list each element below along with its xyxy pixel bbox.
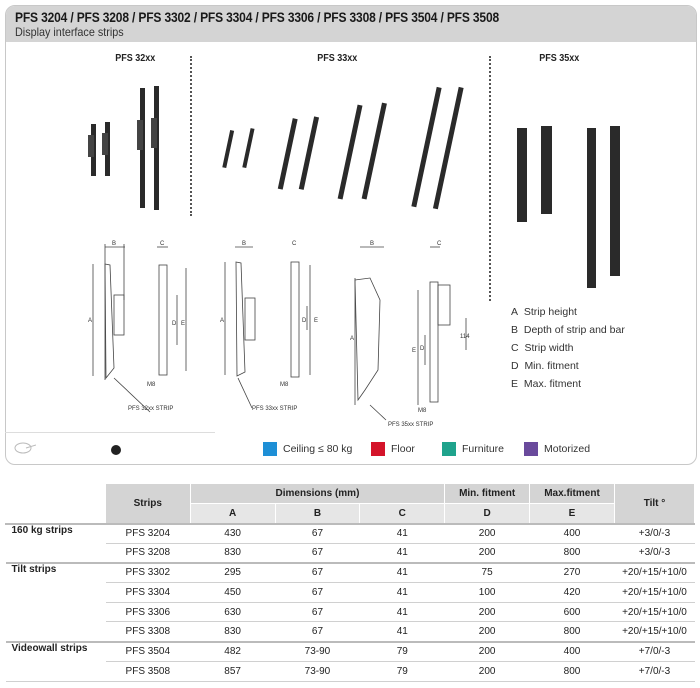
table-cell: 800 (530, 622, 615, 642)
table-cell: 830 (190, 622, 275, 642)
table-cell: 67 (275, 622, 360, 642)
divider (5, 432, 215, 433)
table-cell: 600 (530, 602, 615, 622)
table-cell: PFS 3304 (105, 583, 190, 603)
key-item: B Depth of strip and bar (511, 324, 625, 336)
svg-text:C: C (437, 241, 442, 247)
table-cell: +20/+15/+10/0 (614, 602, 694, 622)
table-cell: +3/0/-3 (614, 524, 694, 544)
section-title-32xx: PFS 32xx (115, 53, 156, 64)
section-title-33xx: PFS 33xx (317, 53, 358, 64)
table-cell: 73-90 (275, 661, 360, 681)
table-cell: 200 (445, 524, 530, 544)
page-subtitle: Display interface strips (15, 25, 124, 39)
table-cell: +7/0/-3 (614, 661, 694, 681)
svg-text:M8: M8 (280, 382, 289, 388)
table-cell: +20/+15/+10/0 (614, 622, 694, 642)
table-cell: 430 (190, 524, 275, 544)
table-cell: 79 (360, 661, 445, 681)
svg-text:114: 114 (460, 334, 470, 340)
table-cell: 200 (445, 602, 530, 622)
table-cell: PFS 3308 (105, 622, 190, 642)
svg-text:B: B (112, 241, 117, 247)
svg-text:A: A (88, 318, 93, 324)
table-row (6, 543, 695, 563)
table-cell: 67 (275, 543, 360, 563)
header-strips: Strips (105, 484, 190, 524)
svg-text:M8: M8 (418, 408, 427, 414)
table-cell: +7/0/-3 (614, 642, 694, 662)
table-cell: 857 (190, 661, 275, 681)
group-label: Videowall strips (6, 642, 106, 681)
svg-text:C: C (292, 241, 297, 247)
svg-text:PFS 32xx STRIP: PFS 32xx STRIP (128, 406, 174, 412)
group-label: 160 kg strips (6, 524, 106, 563)
table-cell: 200 (445, 661, 530, 681)
legend-swatch (263, 442, 277, 456)
svg-text:A: A (350, 336, 355, 342)
technical-drawings (93, 244, 466, 420)
svg-text:PFS 33xx STRIP: PFS 33xx STRIP (252, 406, 298, 412)
table-cell: 200 (445, 622, 530, 642)
table-cell: 400 (530, 642, 615, 662)
header-min: Min. fitment (445, 484, 530, 504)
table-cell: 41 (360, 622, 445, 642)
header-tilt: Tilt ° (614, 484, 694, 524)
header-b: B (275, 504, 360, 524)
svg-text:E: E (412, 348, 417, 354)
svg-text:C: C (160, 241, 165, 247)
table-cell: 450 (190, 583, 275, 603)
table-cell: 79 (360, 642, 445, 662)
table-cell: 200 (445, 642, 530, 662)
header-e: E (530, 504, 615, 524)
svg-text:M8: M8 (147, 382, 156, 388)
table-cell: 41 (360, 524, 445, 544)
legend-item-ceiling: Ceiling ≤ 80 kg (263, 442, 352, 456)
header-c: C (360, 504, 445, 524)
table-cell: +20/+15/+10/0 (614, 583, 694, 603)
strip-photos-35xx (517, 126, 620, 288)
specifications-table (5, 483, 695, 682)
table-cell: 100 (445, 583, 530, 603)
table-cell: 41 (360, 563, 445, 583)
legend-item-furniture: Furniture (442, 442, 504, 456)
header-a: A (190, 504, 275, 524)
table-cell: PFS 3302 (105, 563, 190, 583)
svg-text:PFS 35xx STRIP: PFS 35xx STRIP (388, 422, 434, 428)
color-dot-icon (111, 445, 121, 455)
table-cell: 41 (360, 543, 445, 563)
header-d: D (445, 504, 530, 524)
key-item: E Max. fitment (511, 378, 582, 390)
palette-icon (14, 442, 36, 454)
legend-item-floor: Floor (371, 442, 415, 456)
group-label: Tilt strips (6, 563, 106, 642)
table-cell: 67 (275, 524, 360, 544)
table-cell: 400 (530, 524, 615, 544)
table-cell: 800 (530, 661, 615, 681)
strip-photos-33xx (222, 87, 463, 209)
section-title-35xx: PFS 35xx (539, 53, 580, 64)
key-item: C Strip width (511, 342, 574, 354)
table-cell: 41 (360, 602, 445, 622)
table-row (6, 602, 695, 622)
strip-photos-32xx (88, 86, 159, 210)
header-max: Max.fitment (530, 484, 615, 504)
table-cell: +3/0/-3 (614, 543, 694, 563)
table-cell: 630 (190, 602, 275, 622)
svg-text:E: E (181, 321, 186, 327)
table-row (6, 642, 695, 662)
svg-text:B: B (370, 241, 375, 247)
table-cell: 73-90 (275, 642, 360, 662)
table-row (6, 524, 695, 544)
table-row (6, 622, 695, 642)
svg-text:E: E (314, 318, 319, 324)
table-cell: PFS 3204 (105, 524, 190, 544)
svg-text:D: D (302, 318, 307, 324)
table-cell: 41 (360, 583, 445, 603)
key-item: D Min. fitment (511, 360, 579, 372)
table-cell: 75 (445, 563, 530, 583)
table-cell: 800 (530, 543, 615, 563)
table-cell: 482 (190, 642, 275, 662)
legend-swatch (371, 442, 385, 456)
legend-swatch (524, 442, 538, 456)
svg-text:D: D (172, 321, 177, 327)
legend-item-motorized: Motorized (524, 442, 590, 456)
dimension-key (511, 303, 625, 393)
table-row (6, 661, 695, 681)
svg-text:B: B (242, 241, 247, 247)
header-dimensions: Dimensions (mm) (190, 484, 444, 504)
table-cell: 420 (530, 583, 615, 603)
svg-text:D: D (420, 346, 425, 352)
table-cell: PFS 3306 (105, 602, 190, 622)
table-cell: 830 (190, 543, 275, 563)
table-cell: 270 (530, 563, 615, 583)
table-cell: 67 (275, 602, 360, 622)
table-row (6, 563, 695, 583)
table-cell: 67 (275, 583, 360, 603)
drawing-labels (88, 241, 470, 428)
svg-text:A: A (220, 318, 225, 324)
table-cell: PFS 3504 (105, 642, 190, 662)
legend-swatch (442, 442, 456, 456)
key-item: A Strip height (511, 306, 577, 318)
table-cell: +20/+15/+10/0 (614, 563, 694, 583)
table-cell: PFS 3508 (105, 661, 190, 681)
table-cell: 200 (445, 543, 530, 563)
page-title: PFS 3204 / PFS 3208 / PFS 3302 / PFS 3304 / PFS 3306 / PFS 3308 / PFS 3504 / PFS 3508 (15, 9, 499, 25)
table-cell: 295 (190, 563, 275, 583)
table-cell: 67 (275, 563, 360, 583)
table-row (6, 583, 695, 603)
table-cell: PFS 3208 (105, 543, 190, 563)
